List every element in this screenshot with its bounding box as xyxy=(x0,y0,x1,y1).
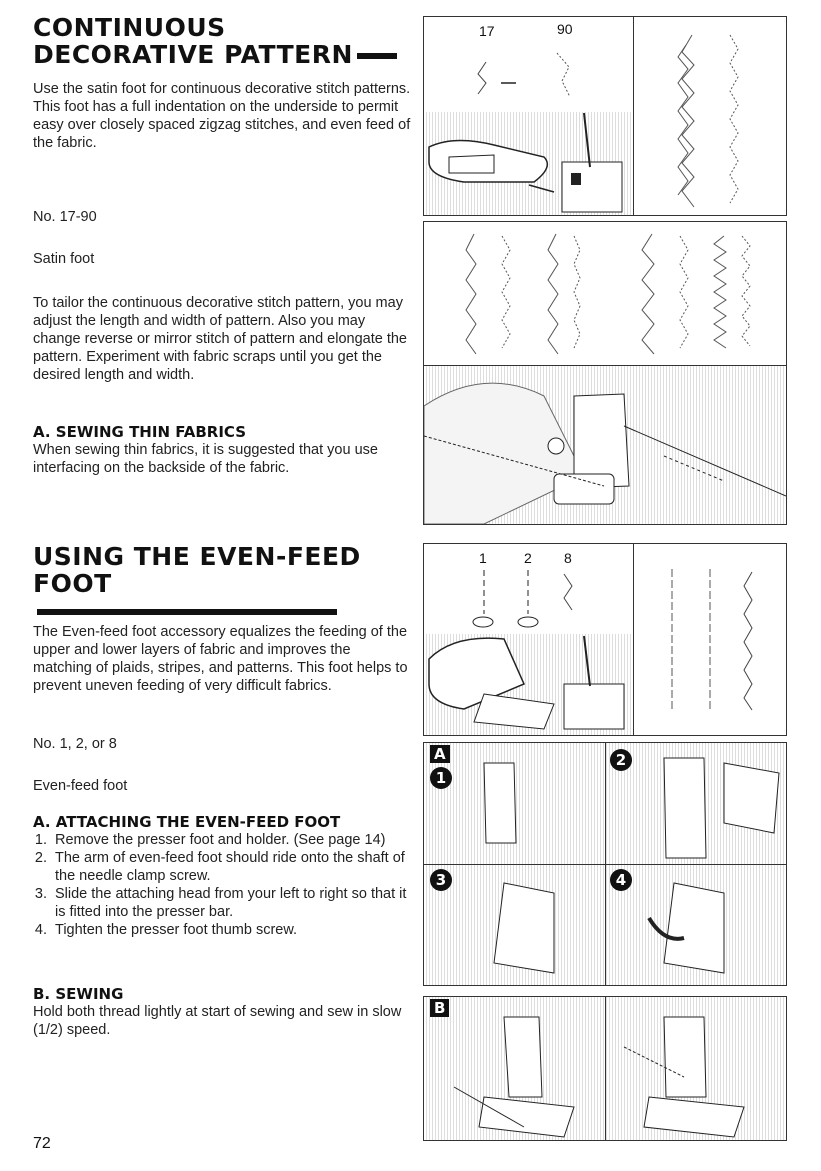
dial-label: 2 xyxy=(524,550,532,566)
section2-title-line1: USING THE EVEN-FEED xyxy=(33,542,361,571)
even-feed-stitch-sample xyxy=(633,543,787,736)
step-badge: 4 xyxy=(610,869,632,891)
section2-subsection-b xyxy=(33,985,411,1039)
stitch-variations-figure xyxy=(423,221,787,367)
section2-title-line2 xyxy=(33,570,413,624)
section-even-feed xyxy=(33,543,413,624)
page-number: 72 xyxy=(33,1135,51,1152)
section1-title-line2 xyxy=(33,41,411,68)
section2-foot-block xyxy=(33,777,411,795)
section1-foot-block xyxy=(33,250,411,268)
dial-label: 1 xyxy=(479,550,487,566)
section1-subhead-a-text: When sewing thin fabrics, it is suggested that you use interfacing on the backside of the fabric. xyxy=(33,442,378,476)
section1-subsection-a xyxy=(33,423,411,477)
zigzag-stitch-pattern xyxy=(634,17,786,215)
section2-subhead-a: A. ATTACHING THE EVEN-FEED FOOT xyxy=(33,813,341,831)
section2-intro: The Even-feed foot accessory equalizes the feeding of the upper and lower layers of fabric and improves the matching of plaids, stripes, and patterns. This foot helps to prevent uneven feeding of very difficult fabrics. xyxy=(33,624,408,694)
figure-tag-a: A xyxy=(430,745,450,763)
section1-number: No. 17-90 xyxy=(33,209,97,225)
figure-tag-b: B xyxy=(430,999,449,1017)
stitch-variations xyxy=(424,222,786,366)
step-item: 4. Tighten the presser foot thumb screw. xyxy=(51,921,411,939)
section1-instructions: To tailor the continuous decorative stitch pattern, you may adjust the length and width of pattern. Also you may change reverse or mirror stitch of pattern and elongate the pattern. Experiment with fabric scraps until you get the desired length and width. xyxy=(33,295,407,383)
section1-intro-block xyxy=(33,80,411,152)
section1-title-text: DECORATIVE PATTERN xyxy=(33,40,353,69)
attaching-illustration xyxy=(424,743,786,985)
step-badge: 2 xyxy=(610,749,632,771)
title-rule xyxy=(37,609,337,615)
section2-title-text: FOOT xyxy=(33,569,112,598)
section-continuous-pattern xyxy=(33,14,411,68)
dial-label: 8 xyxy=(564,550,572,566)
section1-subhead-a: A. SEWING THIN FABRICS xyxy=(33,423,247,441)
satin-foot-illustration xyxy=(424,17,634,215)
section2-subhead-b-text: Hold both thread lightly at start of sewing and sew in slow (1/2) speed. xyxy=(33,1004,402,1038)
section2-foot-name: Even-feed foot xyxy=(33,778,128,794)
step-badge: 3 xyxy=(430,869,452,891)
steps-list xyxy=(33,831,411,939)
section2-number: No. 1, 2, or 8 xyxy=(33,736,117,752)
section2-intro-block xyxy=(33,623,411,695)
section2-number-block xyxy=(33,735,411,753)
section1-intro: Use the satin foot for continuous decorative stitch patterns. This foot has a full indentation on the underside to permit easy over closely spaced zigzag stitches, and even feed of the fabric. xyxy=(33,81,411,151)
thin-fabric-sewing-figure xyxy=(423,365,787,525)
attaching-steps-figure xyxy=(423,742,787,986)
section1-number-block xyxy=(33,208,411,226)
even-feed-illustration xyxy=(424,544,634,735)
section2-subsection-a xyxy=(33,813,411,939)
satin-foot-figure xyxy=(423,16,635,216)
step-item: 1. Remove the presser foot and holder. (See page 14) xyxy=(51,831,411,849)
sewing-figure xyxy=(423,996,787,1141)
step-item: 2. The arm of even-feed foot should ride onto the shaft of the needle clamp screw. xyxy=(51,849,411,885)
step-badge: 1 xyxy=(430,767,452,789)
section1-instructions-block xyxy=(33,294,411,384)
sewing-illustration xyxy=(424,997,786,1140)
dial-label: 90 xyxy=(557,21,573,37)
section1-foot-name: Satin foot xyxy=(33,251,95,267)
even-feed-foot-figure xyxy=(423,543,635,736)
step-item: 3. Slide the attaching head from your left to right so that it is fitted into the presser bar. xyxy=(51,885,411,921)
straight-and-zigzag-stitch xyxy=(634,544,786,735)
satin-stitch-sample xyxy=(633,16,787,216)
dial-label: 17 xyxy=(479,23,495,39)
presser-foot-illustration xyxy=(424,366,786,524)
section1-title-line1: CONTINUOUS xyxy=(33,13,226,42)
section2-subhead-b: B. SEWING xyxy=(33,985,124,1003)
title-rule xyxy=(357,53,397,59)
